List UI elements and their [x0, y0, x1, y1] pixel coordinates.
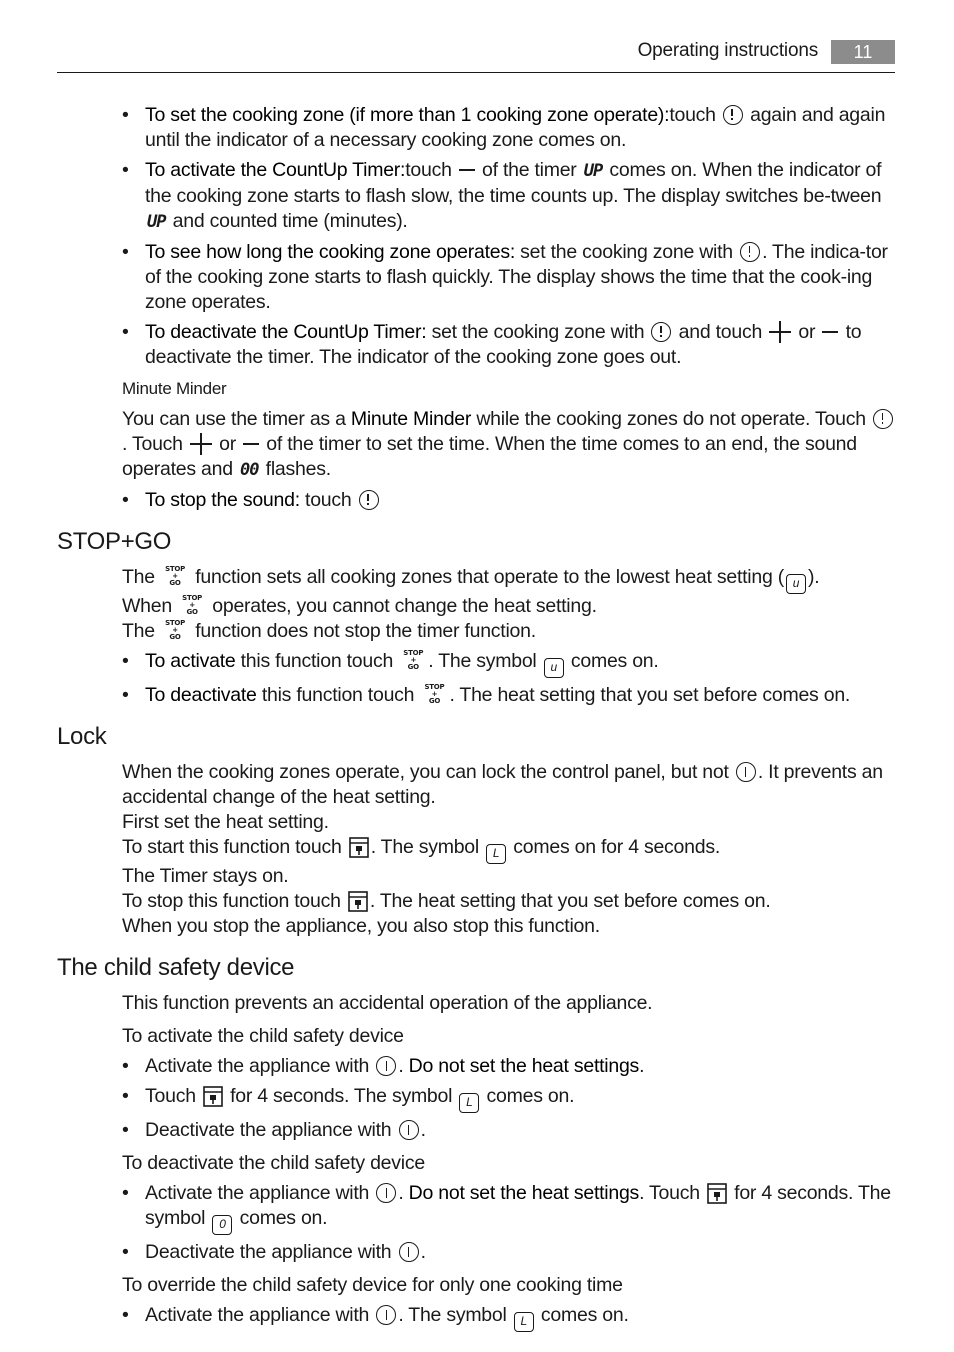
deactivate-child-safety-title: To deactivate the child safety device [122, 1152, 425, 1174]
lock-symbol-l-icon: L [514, 1312, 534, 1332]
list-item: • Deactivate the appliance with . [122, 1240, 895, 1265]
timer-section [122, 103, 895, 513]
plus-icon [769, 321, 791, 343]
stop-go-icon: STOP + GO [403, 649, 424, 671]
minute-minder-list [122, 488, 895, 513]
list-item: • To deactivate the CountUp Timer: set the cooking zone with and touch or to deactivate the timer. The indicator of the cooking zone goes out. [122, 320, 895, 370]
activate-child-safety-title: To activate the child safety device [122, 1025, 404, 1047]
child-safety-section: This function prevents an accidental operation of the appliance. To activate the child safety device • Activate the appliance with . Do not set the heat settings. • Touch for 4 seconds. The symbol L comes on. • Deactivate the appliance with . To deactivate the child safety device • Activate the appliance with . Do not set the heat settings. Touch for 4 seconds. The symbol 0 comes on. • Deactivate the appliance with . To override the child safety device for only one cooking time • Activate the appliance with . The symbol L comes on. [122, 991, 895, 1332]
minus-icon [459, 165, 475, 175]
list-item: • Touch for 4 seconds. The symbol L comes on. [122, 1084, 895, 1113]
list-item: • To activate this function touch STOP + GO . The symbol u comes on. [122, 649, 895, 678]
minus-icon [243, 439, 259, 449]
on-off-icon [376, 1056, 396, 1076]
lock-section: When the cooking zones operate, you can lock the control panel, but not . It prevents an accidental change of the heat setting. First set the heat setting. To start this function touch . The symbol L comes on for 4 seconds. The Timer stays on. To stop this function touch . The heat setting that you set before comes on. When you stop the appliance, you also stop this function. [122, 761, 883, 937]
lock-symbol-l-icon: L [486, 844, 506, 864]
lock-icon [348, 891, 368, 912]
display-00-icon: 00 [240, 460, 259, 480]
stop-go-icon: STOP + GO [165, 619, 185, 641]
header-title: Operating instructions [637, 40, 818, 61]
timer-icon [723, 105, 743, 125]
plus-icon [190, 433, 212, 455]
heat-setting-u-icon: u [544, 658, 564, 678]
timer-icon [740, 242, 760, 262]
list-item: • To see how long the cooking zone operates: set the cooking zone with . The indica-tor of the cooking zone starts to flash quickly. The display shows the time that the cook-ing zone operates. [122, 240, 895, 315]
list-item: • To activate the CountUp Timer:touch of the timer UP comes on. When the indicator of the cooking zone starts to flash slow, the time counts up. The display switches be-tween UP and counted time (minutes). [122, 158, 895, 235]
page-number: 11 [831, 40, 895, 64]
stop-go-icon: STOP + GO [424, 683, 445, 705]
timer-icon [651, 322, 671, 342]
on-off-icon [399, 1120, 419, 1140]
list-item: • Deactivate the appliance with . [122, 1118, 895, 1143]
page-content [57, 103, 895, 1337]
on-off-icon [399, 1242, 419, 1262]
timer-list [122, 103, 895, 370]
minute-minder-text: You can use the timer as a Minute Minder while the cooking zones do not operate. Touch . Touch or of the timer to set the time. When the time comes to an end, the sound operates and 00 flashes. [122, 407, 895, 483]
list-item: • To set the cooking zone (if more than 1 cooking zone operate):touch again and again until the indicator of a necessary cooking zone comes on. [122, 103, 895, 153]
lock-symbol-l-icon: L [459, 1093, 479, 1113]
up-display-icon: UP [147, 212, 166, 232]
page-header [57, 38, 895, 73]
symbol-0-icon: 0 [212, 1215, 232, 1235]
lock-icon [707, 1183, 727, 1204]
list-item: • Activate the appliance with . Do not set the heat settings. [122, 1054, 895, 1079]
timer-icon [873, 409, 893, 429]
stop-go-icon: STOP + GO [165, 565, 185, 587]
stop-go-heading: STOP+GO [57, 528, 172, 555]
on-off-icon [376, 1183, 396, 1203]
heat-setting-u-icon: u [786, 574, 806, 594]
on-off-icon [376, 1305, 396, 1325]
lock-heading: Lock [57, 723, 107, 750]
stop-go-icon: STOP + GO [182, 594, 203, 616]
override-child-safety-title: To override the child safety device for only one cooking time [122, 1274, 623, 1296]
on-off-icon [736, 762, 756, 782]
lock-icon [349, 837, 369, 858]
minus-icon [822, 327, 838, 337]
timer-icon [359, 490, 379, 510]
list-item: • Activate the appliance with . Do not set the heat settings. Touch for 4 seconds. The symbol 0 comes on. [122, 1181, 895, 1235]
stop-go-list [122, 649, 895, 708]
stop-go-section: The STOP + GO function sets all cooking zones that operate to the lowest heat setting ( u ). When STOP + GO operates, you cannot change the heat setting. The STOP + GO function does not stop the timer function. • To activate this function touch STOP + GO . The symbol u comes on. • To deactivate this function touch STOP + GO . The heat setting that you set before comes on. [122, 565, 895, 708]
lock-icon [203, 1086, 223, 1107]
up-display-icon: UP [583, 161, 603, 181]
child-safety-heading: The child safety device [57, 954, 295, 981]
list-item: • To deactivate this function touch STOP + GO . The heat setting that you set before comes on. [122, 683, 895, 708]
list-item: • To stop the sound: touch [122, 488, 895, 513]
minute-minder-title: Minute Minder [122, 379, 227, 398]
list-item: • Activate the appliance with . The symbol L comes on. [122, 1303, 895, 1332]
